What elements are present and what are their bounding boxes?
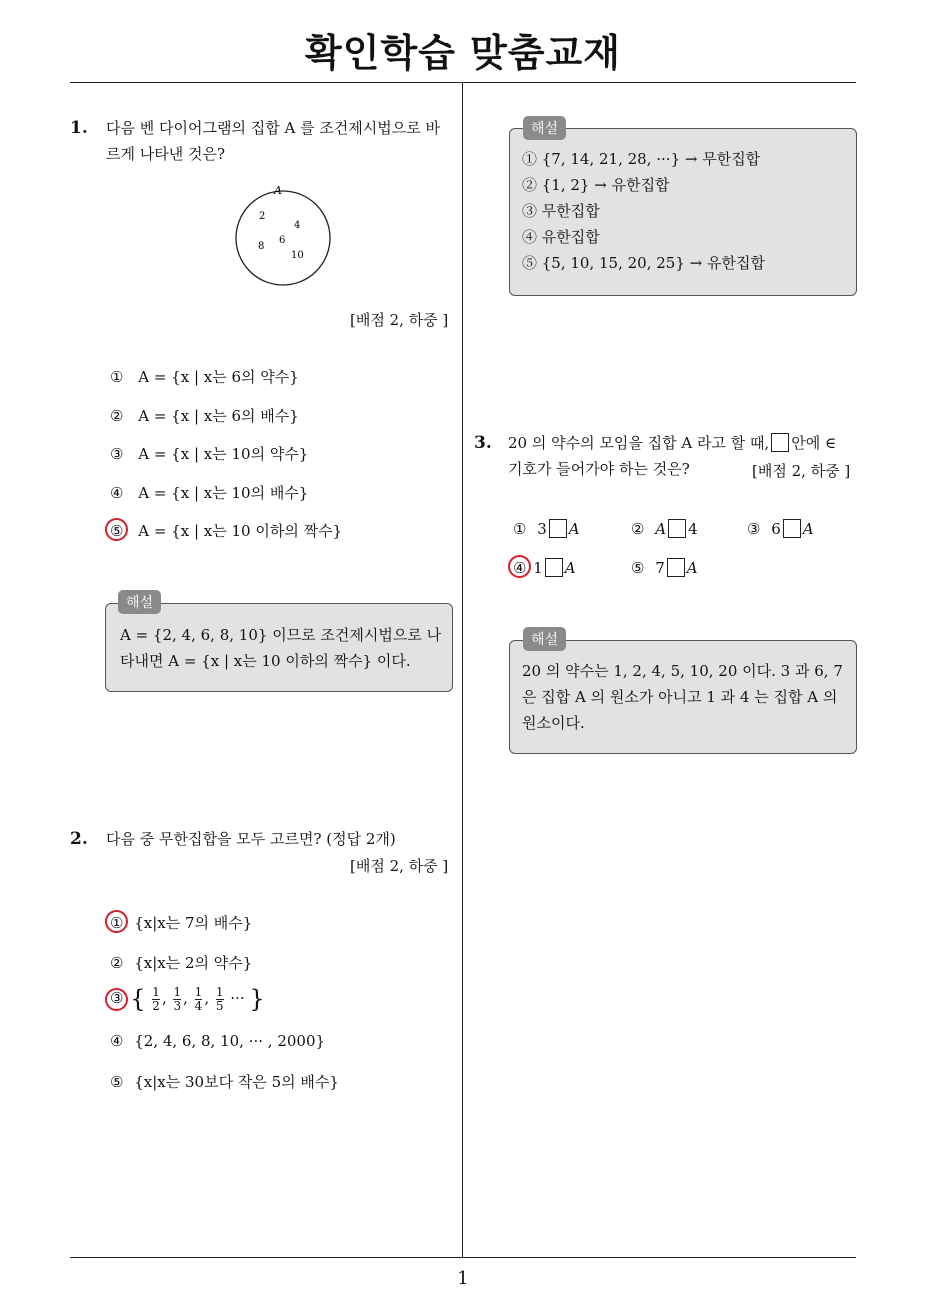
option-right: A xyxy=(802,520,814,538)
q1-venn-diagram xyxy=(228,182,338,292)
q2-explanation-line: ⑤ {5, 10, 15, 20, 25} → 유한집합 xyxy=(522,254,765,272)
q3-text-part: 안에 ∈ xyxy=(791,434,837,452)
fraction-denominator: 2 xyxy=(152,998,160,1013)
option-text: A = {x | x는 6의 배수} xyxy=(138,407,299,425)
venn-element: 6 xyxy=(279,235,286,246)
q3-number: 3. xyxy=(474,433,492,453)
answer-mark-circle xyxy=(105,988,128,1011)
venn-element: 4 xyxy=(294,220,301,231)
q3-option-2[interactable] xyxy=(631,519,698,538)
q2-explanation-line: ① {7, 14, 21, 28, ···} → 무한집합 xyxy=(522,150,761,168)
answer-mark-circle xyxy=(105,518,128,541)
q1-option-3[interactable] xyxy=(110,443,308,464)
answer-mark-circle xyxy=(508,555,531,578)
q3-explanation-line3: 원소이다. xyxy=(522,714,585,732)
fraction-numerator: 1 xyxy=(173,984,182,999)
q1-explanation-box xyxy=(105,603,453,692)
option-mark: ⑤ xyxy=(110,1073,124,1091)
q1-explanation-line2: 타내면 A = {x | x는 10 이하의 짝수} 이다. xyxy=(120,652,411,670)
option-text: A = {x | x는 10의 배수} xyxy=(138,484,309,502)
q1-explanation-line1: A = {2, 4, 6, 8, 10} 이므로 조건제시법으로 나 xyxy=(120,626,442,644)
q2-question-text: 다음 중 무한집합을 모두 고르면? (정답 2개) xyxy=(106,830,396,848)
q3-option-3[interactable] xyxy=(747,519,814,538)
q2-explanation-line: ② {1, 2} → 유한집합 xyxy=(522,176,670,194)
option-mark: ① xyxy=(110,368,124,386)
q2-explanation-line: ④ 유한집합 xyxy=(522,228,600,246)
fraction-numerator: 1 xyxy=(215,984,224,999)
q1-text-line2: 르게 나타낸 것은? xyxy=(106,145,226,163)
fraction-denominator: 5 xyxy=(215,998,224,1013)
fraction xyxy=(216,986,224,1013)
page-number: 1 xyxy=(457,1268,469,1289)
option-mark: ④ xyxy=(110,1032,124,1050)
fraction-denominator: 3 xyxy=(173,998,182,1013)
left-brace: { xyxy=(130,985,146,1013)
option-mark: ⑤ xyxy=(631,559,645,577)
fraction-denominator: 4 xyxy=(194,998,203,1013)
option-text: A = {x | x는 6의 약수} xyxy=(138,368,299,386)
option-right: A xyxy=(564,559,576,577)
q3-explanation-line2: 은 집합 A 의 원소가 아니고 1 과 4 는 집합 A 의 xyxy=(522,688,838,706)
q3-explanation-tag: 해설 xyxy=(523,627,566,651)
q1-option-4[interactable] xyxy=(110,482,308,503)
option-mark: ③ xyxy=(747,520,761,538)
q1-text-line1: 다음 벤 다이어그램의 집합 A 를 조건제시법으로 바 xyxy=(106,119,441,137)
blank-box xyxy=(549,519,567,538)
bottom-divider xyxy=(70,1257,856,1258)
q1-option-2[interactable] xyxy=(110,405,299,426)
ellipsis: ··· xyxy=(230,989,245,1007)
option-right: 4 xyxy=(688,520,698,538)
option-mark: ③ xyxy=(110,989,124,1007)
option-text: {x|x는 30보다 작은 5의 배수} xyxy=(134,1073,339,1091)
q3-option-1[interactable] xyxy=(513,519,580,538)
option-mark: ② xyxy=(110,407,124,425)
q3-text-part: 20 의 약수의 모임을 집합 A 라고 할 때, xyxy=(508,434,770,452)
venn-element: 10 xyxy=(291,250,304,261)
option-right: A xyxy=(686,559,698,577)
option-mark: ① xyxy=(110,914,124,932)
option-left: 6 xyxy=(771,520,781,538)
fraction-numerator: 1 xyxy=(152,984,160,999)
page-title: 확인학습 맞춤교재 xyxy=(305,31,621,75)
option-left: 7 xyxy=(655,559,665,577)
q2-number: 2. xyxy=(70,829,88,849)
q2-option-2[interactable] xyxy=(110,952,252,973)
venn-set-label: A xyxy=(274,184,282,197)
fraction xyxy=(152,986,160,1013)
q1-option-5[interactable] xyxy=(110,520,342,541)
q2-explanation-box xyxy=(509,128,857,296)
q3-score: [배점 2, 하중 ] xyxy=(752,462,851,480)
option-mark: ① xyxy=(513,520,527,538)
right-brace: } xyxy=(249,985,265,1013)
blank-box xyxy=(667,558,685,577)
option-mark: ② xyxy=(110,954,124,972)
option-text: A = {x | x는 10의 약수} xyxy=(138,445,309,463)
blank-box xyxy=(668,519,686,538)
option-mark: ④ xyxy=(513,559,527,577)
option-mark: ③ xyxy=(110,445,124,463)
blank-box xyxy=(771,433,789,452)
option-text: {x|x는 2의 약수} xyxy=(134,954,253,972)
q2-option-5[interactable] xyxy=(110,1071,339,1092)
option-text: {2, 4, 6, 8, 10, ··· , 2000} xyxy=(134,1032,326,1050)
option-mark: ② xyxy=(631,520,645,538)
q2-explanation-tag: 해설 xyxy=(523,116,566,140)
blank-box xyxy=(545,558,563,577)
q1-explanation-tag: 해설 xyxy=(118,590,161,614)
q3-explanation-box xyxy=(509,640,857,754)
q1-question-text xyxy=(106,115,456,167)
option-left: 3 xyxy=(537,520,547,538)
q2-explanation-line: ③ 무한집합 xyxy=(522,202,600,220)
blank-box xyxy=(783,519,801,538)
option-mark: ⑤ xyxy=(110,522,124,540)
option-right: A xyxy=(568,520,580,538)
option-text: A = {x | x는 10 이하의 짝수} xyxy=(138,522,343,540)
q2-option-1[interactable] xyxy=(110,912,252,933)
q2-score: [배점 2, 하중 ] xyxy=(350,857,449,875)
q1-option-1[interactable] xyxy=(110,366,299,387)
option-left: A xyxy=(655,520,667,538)
q1-number: 1. xyxy=(70,118,88,138)
q2-option-3[interactable]: ③ { $\frac{1}{2}$ , $\frac{1}{3}$ , $\frac{1}{4}$ , $\frac{1}{5}$ ··· } xyxy=(110,984,265,1013)
option-left: 1 xyxy=(533,559,543,577)
q2-option-4[interactable] xyxy=(110,1032,325,1050)
option-mark: ④ xyxy=(110,484,124,502)
q3-option-5[interactable] xyxy=(631,558,698,577)
q3-explanation-line1: 20 의 약수는 1, 2, 4, 5, 10, 20 이다. 3 과 6, 7 xyxy=(522,662,843,680)
venn-element: 2 xyxy=(259,211,266,222)
q3-text-line2: 기호가 들어가야 하는 것은? xyxy=(508,460,690,478)
answer-mark-circle xyxy=(105,910,128,933)
column-divider xyxy=(462,83,463,1257)
q1-score: [배점 2, 하중 ] xyxy=(350,311,449,329)
venn-element: 8 xyxy=(258,241,265,252)
option-text: {x|x는 7의 배수} xyxy=(134,914,253,932)
fraction xyxy=(195,986,203,1013)
top-divider xyxy=(70,82,856,83)
fraction-numerator: 1 xyxy=(194,984,203,999)
fraction xyxy=(173,986,181,1013)
